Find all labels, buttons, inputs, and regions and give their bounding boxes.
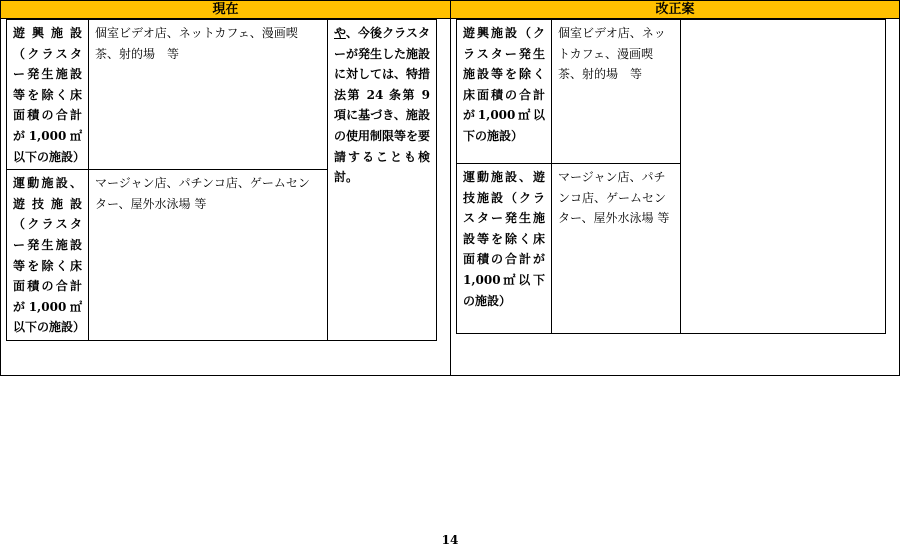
revised-note-cell xyxy=(681,20,886,334)
current-note-underlined: や xyxy=(334,26,346,40)
revised-sports-examples: マージャン店、パチンコ店、ゲームセンター、屋外水泳場 等 xyxy=(552,164,681,334)
revised-column-header: 改正案 xyxy=(451,1,899,19)
current-column-header: 現在 xyxy=(1,1,451,19)
page-number: 14 xyxy=(441,533,459,547)
current-amusement-category: 遊興施設（クラスター発生施設等を除く床面積の合計が1,000㎡以下の施設） xyxy=(7,20,89,170)
revised-amusement-category: 遊興施設（クラスター発生施設等を除く床面積の合計が1,000㎡以下の施設） xyxy=(457,20,552,164)
revised-amusement-examples: 個室ビデオ店、ネットカフェ、漫画喫茶、射的場 等 xyxy=(552,20,681,164)
column-divider xyxy=(450,19,451,375)
current-sports-category: 運動施設、遊技施設（クラスター発生施設等を除く床面積の合計が1,000㎡以下の施設） xyxy=(7,170,89,341)
current-row-amusement xyxy=(7,20,437,170)
revised-table xyxy=(456,19,886,334)
current-note-text: 、今後クラスターが発生した施設に対しては、特措法第 24 条第 9 項に基づき、施設の使用制限等を要請することも検討。 xyxy=(334,26,431,185)
current-sports-examples: マージャン店、パチンコ店、ゲームセンター、屋外水泳場 等 xyxy=(89,170,328,341)
revised-sports-category: 運動施設、遊技施設（クラスター発生施設等を除く床面積の合計が1,000㎡以下の施設） xyxy=(457,164,552,334)
current-note-cell xyxy=(328,20,437,341)
current-table xyxy=(6,19,437,341)
revised-row-amusement xyxy=(457,20,886,164)
current-amusement-examples: 個室ビデオ店、ネットカフェ、漫画喫茶、射的場 等 xyxy=(89,20,328,170)
